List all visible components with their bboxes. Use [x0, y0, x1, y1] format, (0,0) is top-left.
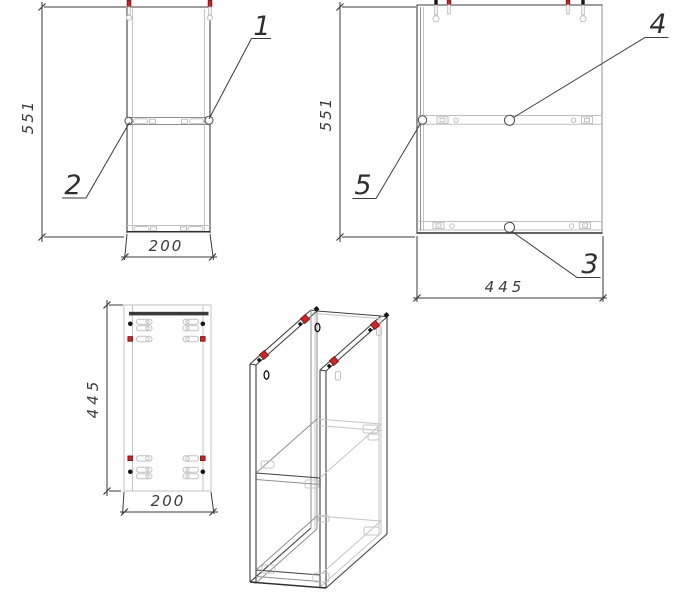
callout-4 [514, 9, 669, 118]
red-screw-icon [208, 1, 212, 7]
black-fitting-icon [327, 364, 332, 369]
black-dowel-icon [434, 0, 437, 5]
callout-5 [353, 124, 421, 202]
black-dowel-icon [201, 322, 206, 327]
side-view [317, 0, 669, 302]
top-view [84, 300, 218, 516]
side-top-fasteners [433, 0, 586, 22]
cam-lock-edge [418, 116, 426, 124]
red-screw-icon [447, 0, 450, 5]
cam-lock-mark [264, 371, 269, 379]
callout-2-label: 2 [64, 170, 82, 201]
side-view-frame [417, 0, 603, 233]
callout-2 [62, 123, 130, 202]
red-screw-icon [201, 456, 206, 461]
black-dowel-icon [128, 470, 133, 475]
cam-lock-center [505, 115, 515, 125]
iso-back-panel [315, 311, 381, 534]
black-fitting-icon [298, 322, 303, 327]
red-screw-icon [566, 0, 569, 5]
front-width-value: 200 [148, 237, 184, 255]
side-depth-value: 445 [484, 278, 526, 296]
front-view [19, 1, 271, 261]
top-width-dimension [120, 492, 218, 516]
red-screw-icon [370, 320, 379, 329]
cam-lock-right [205, 116, 213, 124]
iso-highlighted-fasteners [257, 306, 390, 379]
red-screw-icon [300, 314, 309, 323]
iso-middle-shelf [256, 419, 381, 485]
side-bottom-shelf [417, 222, 602, 233]
back-panel-bar [129, 312, 209, 316]
callout-4-label: 4 [649, 9, 667, 40]
top-depth-dimension [84, 300, 123, 496]
callout-5-label: 5 [354, 170, 372, 201]
side-height-value: 551 [317, 96, 335, 132]
front-top-fasteners [127, 1, 213, 21]
red-screw-icon [128, 456, 133, 461]
isometric-view [250, 306, 389, 588]
callout-3 [512, 232, 601, 281]
iso-left-panel [250, 310, 317, 583]
red-screw-icon [127, 1, 131, 7]
red-screw-icon [329, 356, 338, 365]
top-view-frame [124, 305, 211, 491]
top-view-fasteners [128, 319, 205, 479]
side-depth-dimension [413, 236, 607, 302]
front-middle-shelf [125, 116, 213, 124]
black-dowel-icon [201, 470, 206, 475]
front-height-value: 551 [19, 99, 37, 135]
top-depth-value: 445 [84, 377, 102, 419]
red-screw-icon [128, 337, 133, 342]
callout-1-label: 1 [253, 11, 271, 42]
side-height-dimension [317, 2, 416, 242]
front-view-frame [125, 1, 213, 234]
black-dowel-icon [581, 0, 584, 5]
front-height-dimension [19, 2, 126, 242]
cam-lock-bottom [505, 222, 515, 232]
iso-shelf-fittings [261, 327, 382, 582]
callout-3-label: 3 [581, 249, 599, 280]
callout-1 [209, 11, 271, 119]
front-bottom-shelf [127, 226, 211, 232]
red-screw-icon [201, 337, 206, 342]
black-fitting-icon [368, 328, 373, 333]
top-width-value: 200 [150, 492, 186, 510]
iso-right-panel [320, 316, 387, 588]
red-screw-icon [259, 350, 268, 359]
front-width-dimension [121, 234, 217, 261]
side-middle-shelf [417, 115, 602, 125]
black-fitting-icon [257, 358, 262, 363]
black-dowel-icon [128, 322, 133, 327]
